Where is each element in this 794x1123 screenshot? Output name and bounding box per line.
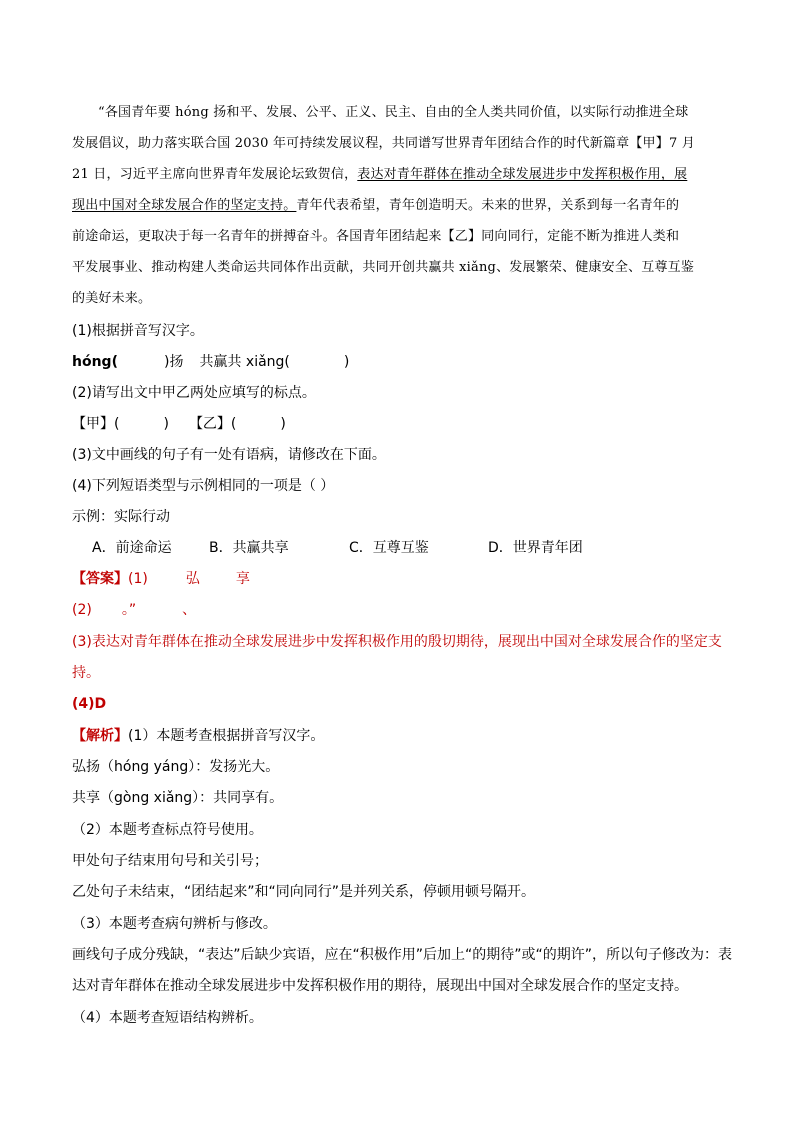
passage-line-6: 平发展事业、推动构建人类命运共同体作出贡献，共同开创共赢共 xiǎng、发展繁荣、健康安全、互尊互鉴 [72,260,695,275]
passage-line-1: “各国青年要 hóng 扬和平、发展、公平、正义、民主、自由的全人类共同价值，以实际行动推进全球 [98,105,689,120]
passage-line-5: 前途命运，更取决于每一名青年的拼搏奋斗。各国青年团结起来【乙】同向同行，定能不断为推进人类和 [72,229,680,244]
question-2: (2)请写出文中甲乙两处应填写的标点。 [72,385,316,401]
passage-line-2: 发展倡议，助力落实联合国 2030 年可持续发展议程，共同谱写世界青年团结合作的时代新篇章【甲】7 月 [72,136,695,151]
answer-2-punct-1: 。” [121,602,137,618]
underlined-sentence-part-2: 现出中国对全球发展合作的坚定支持。 [72,198,297,213]
analysis-line-7: （3）本题考查病句辨析与修改。 [72,916,277,932]
blank-hong-suffix: )扬 [163,354,184,370]
answer-tag: 【答案】 [72,571,128,587]
analysis-line-4: （2）本题考查标点符号使用。 [72,822,263,838]
example-phrase: 示例：实际行动 [72,509,170,525]
analysis-line-8: 画线句子成分残缺，“表达”后缺少宾语，应在“积极作用”后加上“的期待”或“的期许”，所以句子修改为：表 [72,947,733,963]
option-c: C．互尊互鉴 [349,540,429,556]
passage-line-4-text: 青年代表希望，青年创造明天。未来的世界，关系到每一名青年的 [296,198,680,213]
analysis-line-3: 共享（gòng xiǎng）：共同享有。 [72,790,284,806]
analysis-line-6: 乙处句子未结束，“团结起来”和“同向同行”是并列关系，停顿用顿号隔开。 [72,884,536,900]
answer-3-line-1: (3)表达对青年群体在推动全球发展进步中发挥积极作用的殷切期待，展现出中国对全球发展合作的坚定支 [72,634,722,650]
analysis-line-9: 达对青年群体在推动全球发展进步中发挥积极作用的期待，展现出中国对全球发展合作的坚定支持。 [72,978,688,994]
analysis-line-1 [72,726,324,746]
analysis-line-2: 弘扬（hóng yáng）：发扬光大。 [72,759,280,775]
answer-2-punct-2: 、 [182,602,197,618]
answer-line-2 [72,600,196,620]
blank-hong: hóng( [72,354,118,370]
blank-xiang-close: ) [343,354,350,370]
passage-line-7: 的美好未来。 [72,291,152,306]
answer-2-number: (2) [72,602,92,618]
blank-yi-close: ) [280,416,286,432]
question-1-blanks [72,352,349,372]
answer-4: (4)D [72,696,107,712]
answer-1-char-2: 享 [235,571,250,587]
question-3: (3)文中画线的句子有一处有语病，请修改在下面。 [72,447,386,463]
question-1: (1)根据拼音写汉字。 [72,323,204,339]
analysis-line-10: （4）本题考查短语结构辨析。 [72,1010,263,1026]
passage-line-3 [72,165,687,185]
option-a: A．前途命运 [92,540,172,556]
question-2-blanks [72,414,286,434]
blank-yi: 【乙】( [188,416,237,432]
analysis-1-text: (1）本题考查根据拼音写汉字。 [128,728,325,744]
question-4: (4)下列短语类型与示例相同的一项是（ ） [72,478,335,494]
analysis-tag: 【解析】 [72,728,128,744]
answer-line-1 [72,569,250,589]
blank-jia-close: ) [163,416,169,432]
underlined-sentence-part-1: 表达对青年群体在推动全球发展进步中发挥积极作用，展 [357,167,688,182]
answer-3-line-2: 持。 [72,665,100,681]
blank-xiang: 共赢共 xiǎng( [199,354,290,370]
answer-1-char-1: 弘 [185,571,200,587]
option-b: B．共赢共享 [209,540,289,556]
answer-1-number: (1) [128,571,148,587]
option-d: D．世界青年团 [488,540,583,556]
analysis-line-5: 甲处句子结束用句号和关引号； [72,853,268,869]
blank-jia: 【甲】( [72,416,120,432]
passage-line-3-text: 21 日，习近平主席向世界青年发展论坛致贺信， [72,167,358,182]
passage-line-4 [72,196,679,216]
